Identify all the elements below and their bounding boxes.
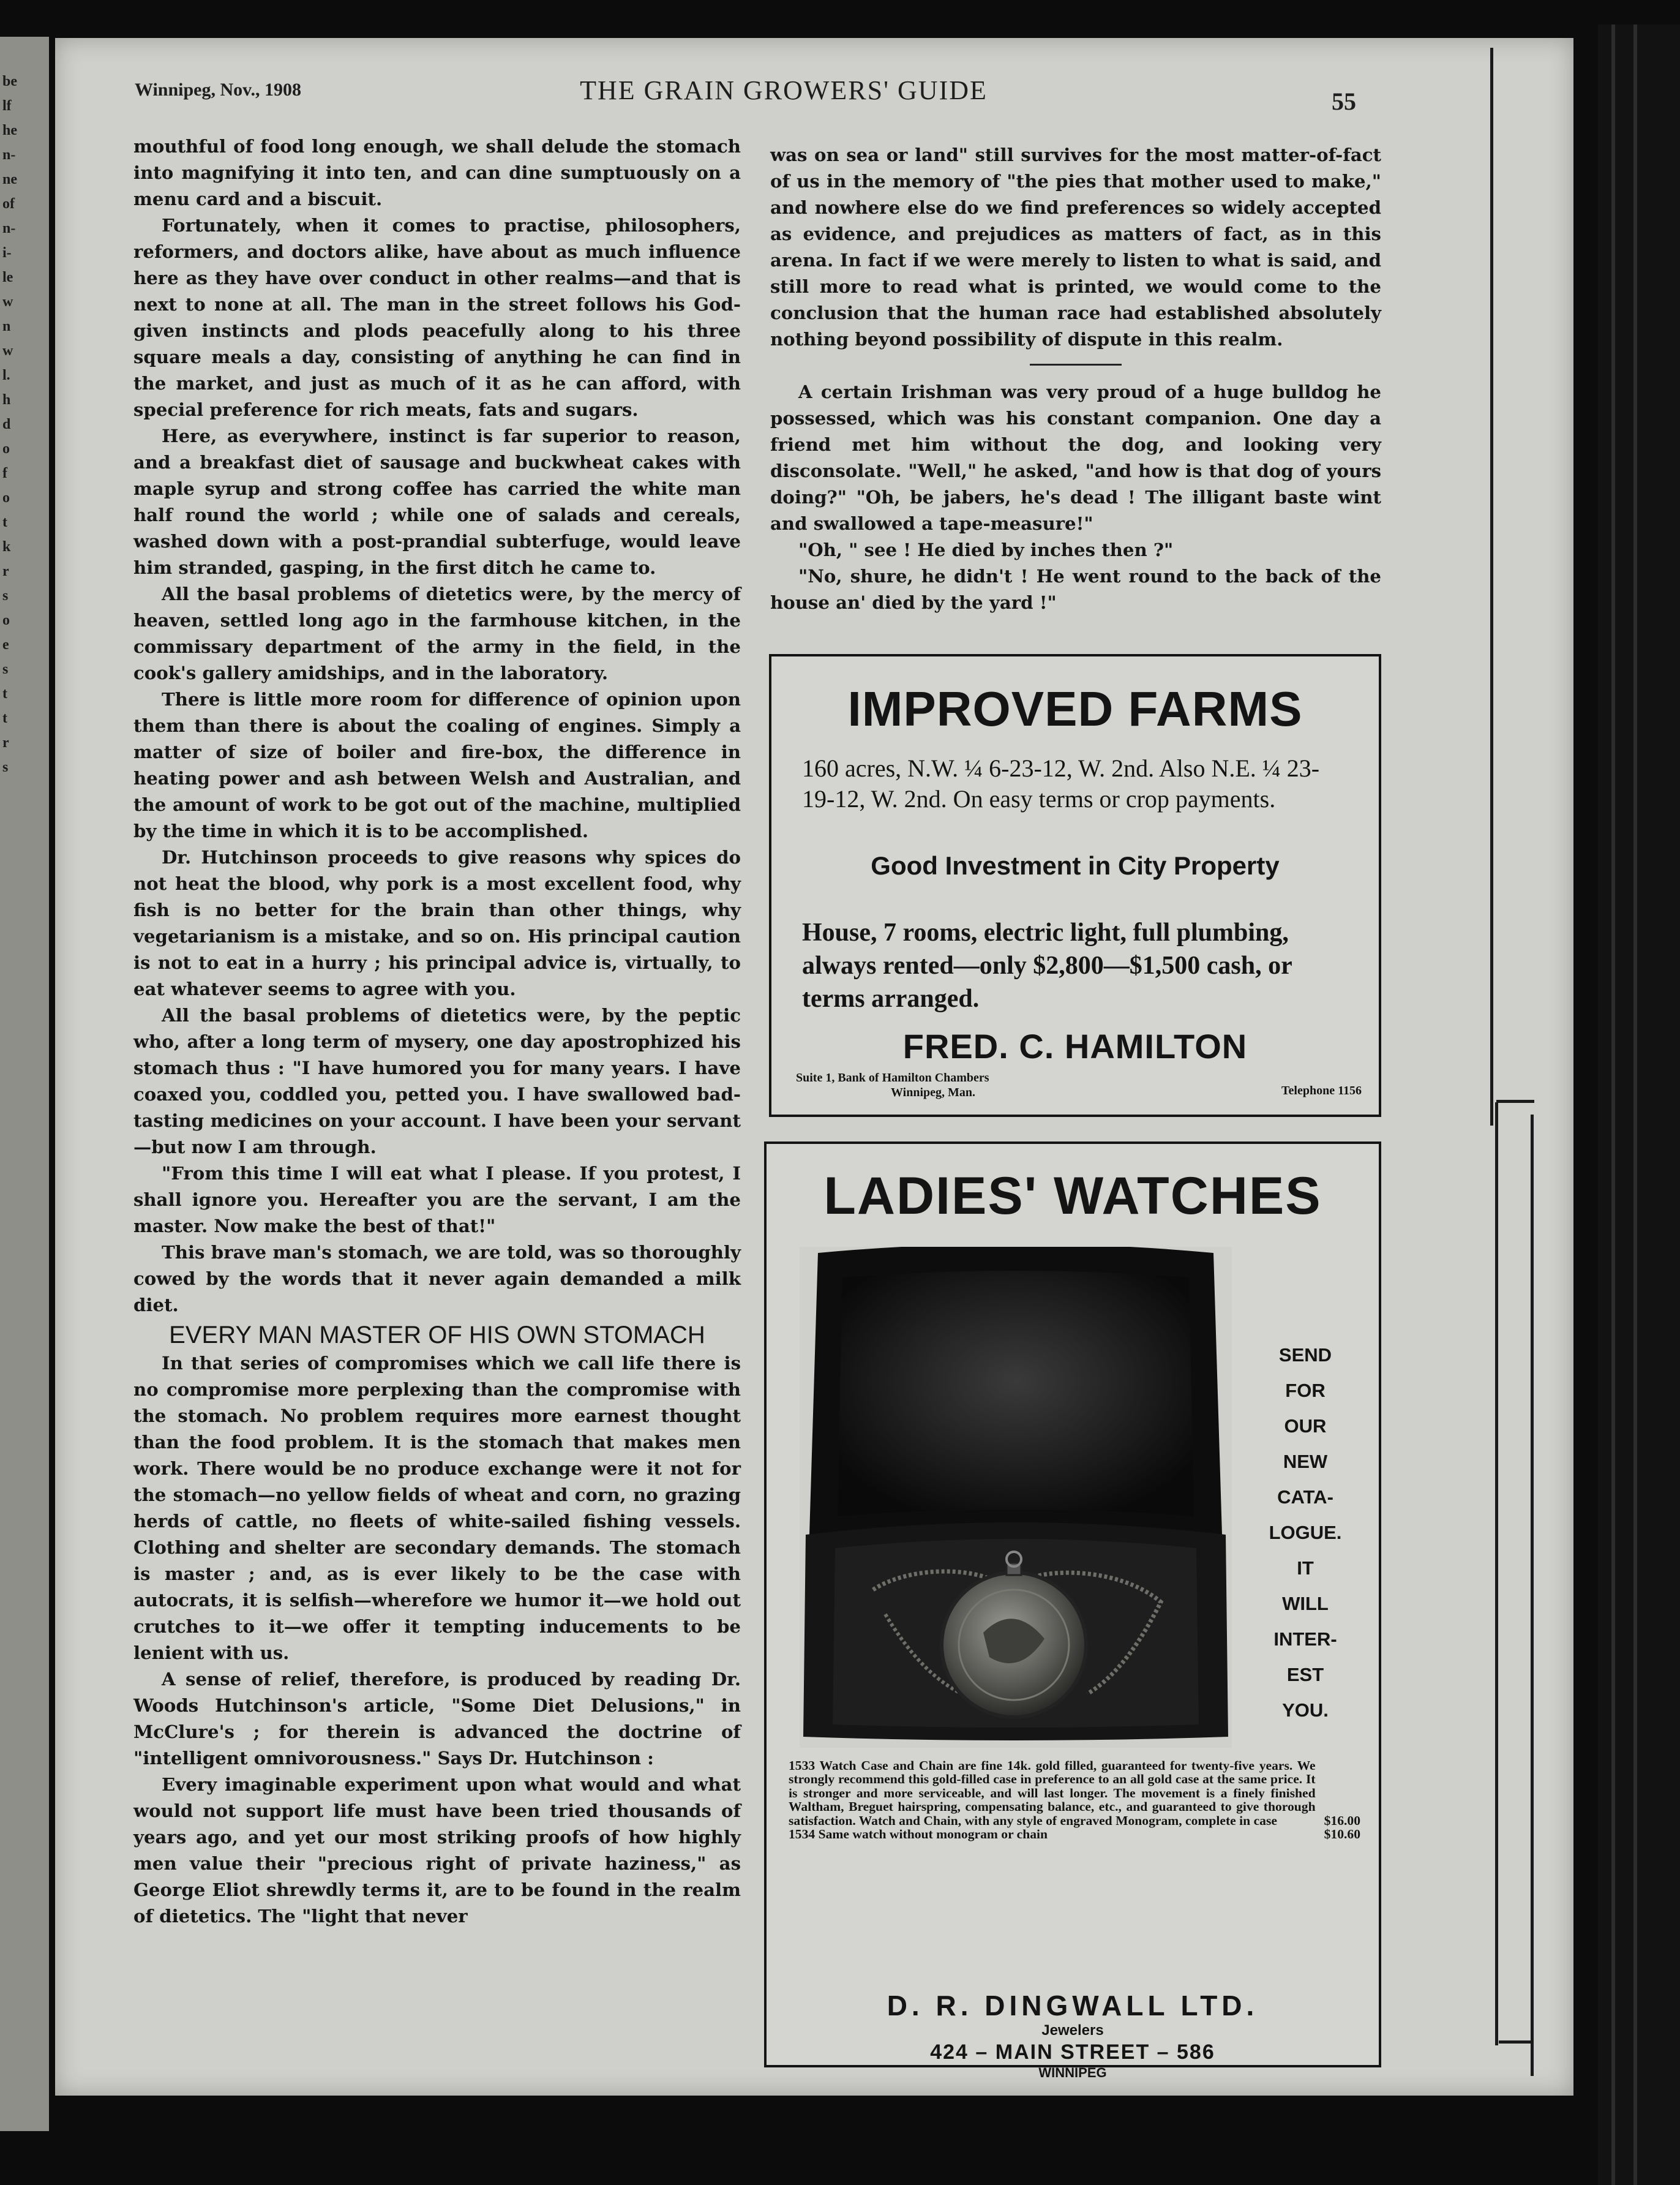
previous-page-fragment: d [2,416,11,432]
price-1534: $10.60 [1324,1827,1360,1842]
anecdote-paragraph: A certain Irishman was very proud of a huge bulldog he possessed, which was his constant companion. One day a friend met him without the dog, and looking very disconsolate. "Well," he asked, "and how is that dog of yours doing?" "Oh, be jabers, he's dead ! The illigant baste wint and swallowed a tape-measure!" [770,382,1381,534]
previous-page-fragment: o [2,612,10,628]
previous-page-fragment: r [2,735,9,751]
price-1533: $16.00 [1324,1813,1360,1828]
anecdote-paragraph: "Oh, " see ! He died by inches then ?" [798,540,1174,560]
advertiser-name: FRED. C. HAMILTON [902,1027,1248,1066]
price-row-1533 [789,1759,1360,1827]
send-line: SEND [1278,1344,1332,1366]
send-line: LOGUE. [1269,1522,1342,1543]
previous-page-fragment: o [2,490,10,506]
previous-page-fragment: s [2,661,9,677]
page-number: 55 [1332,88,1356,115]
previous-page-fragment: of [2,196,15,212]
page-frame-line [1531,1115,1534,2076]
watch-case-photo [800,1247,1232,1748]
address-line: Suite 1, Bank of Hamilton Chambers [796,1071,989,1085]
previous-page-fragment: lf [2,98,12,114]
advertiser-address [796,1070,989,1100]
send-for-catalogue-text [1244,1337,1367,1728]
previous-page-fragment: t [2,514,7,530]
jeweler-subtitle: Jewelers [1041,2022,1104,2039]
issue-date: Winnipeg, Nov., 1908 [135,80,302,100]
send-line: FOR [1285,1380,1326,1401]
article-paragraph: Every imaginable experiment upon what would and what would not support life must have been tried thousands of years ago, and yet our most striking proofs of how highly men value their "precious right of private haziness," as George Eliot shrewdly terms it, are to be found in the realm of dietetics. The "light that never [133,1774,741,1927]
article-paragraph: A sense of relief, therefore, is produced by reading Dr. Woods Hutchinson's article, "Some Diet Delusions," in McClure's ; for therein is advanced the doctrine of "intelligent omnivorousness." Says Dr. Hutchinson : [133,1669,741,1769]
ad-subtitle: Good Investment in City Property [871,851,1280,880]
ad-house-description: House, 7 rooms, electric light, full plumbing, always rented—only $2,800—$1,500 cash, or terms arranged. [802,919,1292,1013]
previous-page-fragment: o [2,441,10,457]
previous-page-edge [0,37,49,2131]
send-line: CATA- [1277,1486,1333,1508]
jeweler-name: D. R. DINGWALL LTD. [887,1990,1259,2021]
separator-rule [1030,364,1122,366]
address-line: Winnipeg, Man. [891,1086,975,1099]
article-left-column [133,134,741,1930]
page-frame-line [1496,1100,1534,1103]
previous-page-fragment: n [2,318,11,334]
previous-page-fragment: k [2,539,11,555]
article-paragraph: In that series of compromises which we call life there is no compromise more perplexing than the compromise with the stomach. No problem requires more earnest thought than the food problem. It is the stomach that makes men work. There would be no produce exchange were it not for the stomach—no yellow fields of wheat and corn, no grazing herds of cattle, no fleets of white-sailed fishing vessels. Clothing and shelter are secondary demands. The stomach is master ; and, as is ever likely to be the case with autocrats, it is selfish—wherefore we humor it—we hold out crutches to it—we offer it tempting inducements to be lenient with us. [133,1353,741,1663]
anecdote-paragraph: "No, shure, he didn't ! He went round to the back of the house an' died by the yard !" [770,566,1381,613]
article-paragraph: All the basal problems of dietetics were, by the mercy of heaven, settled long ago in the farmhouse kitchen, in the commissary department of the army in the field, in the cook's gallery amidships, and in the laboratory. [133,584,741,683]
article-paragraph: mouthful of food long enough, we shall delude the stomach into magnifying it into ten, and can dine sumptuously on a menu card and a biscuit. [133,136,741,209]
send-line: INTER- [1273,1628,1337,1650]
send-line: EST [1286,1664,1324,1685]
price-row-1534 [789,1827,1360,1841]
send-line: IT [1297,1557,1314,1579]
watch-description [789,1759,1360,1841]
page-frame-line [1499,2040,1533,2044]
article-paragraph: All the basal problems of dietetics were, by the peptic who, after a long term of mysery, one day apostrophized his stomach thus : "I have humored you for many years. I have coaxed you, coddled you, petted you. I have swallowed bad-tasting medicines on your account. I have been your servant—but now I am through. [133,1005,741,1157]
previous-page-fragment: n- [2,220,16,236]
item-1534-text: 1534 Same watch without monogram or chain [789,1827,1048,1842]
previous-page-fragment: e [2,637,9,653]
article-paragraph: This brave man's stomach, we are told, was so thoroughly cowed by the words that it never again demanded a milk diet. [133,1242,741,1315]
previous-page-fragment: i- [2,245,12,261]
ad-title: LADIES' WATCHES [823,1167,1322,1225]
newspaper-title: THE GRAIN GROWERS' GUIDE [580,75,988,105]
article-paragraph: Fortunately, when it comes to practise, philosophers, reformers, and doctors alike, have about as much influence here as they have over conduct in other realms—and that is next to none at all. The man in the street follows his God-given instincts and plods peacefully along to his three square meals a day, consisting of anything he can find in the market, and just as much of it as he can afford, with special preference for rich meats, fats and sugars. [133,215,741,420]
previous-page-fragment: ne [2,171,17,187]
previous-page-fragment: l. [2,367,10,383]
article-right-column [770,142,1381,616]
previous-page-fragment: w [2,294,13,310]
advertiser-telephone: Telephone 1156 [1281,1084,1362,1097]
previous-page-fragment: he [2,122,17,138]
ad-title: IMPROVED FARMS [847,682,1303,736]
send-line: OUR [1284,1415,1327,1437]
book-edge [1598,24,1680,2185]
previous-page-fragment: r [2,563,9,579]
jeweler-city: WINNIPEG [1038,2065,1107,2080]
article-paragraph: There is little more room for difference of opinion upon them than there is about the coaling of engines. Simply a matter of size of boiler and fire-box, the difference in heating power and ash between Welsh and Australian, and the amount of work to be got out of the machine, multiplied by the time in which it is to be accomplished. [133,689,741,841]
ad-farm-description: 160 acres, N.W. ¼ 6-23-12, W. 2nd. Also N.E. ¼ 23-19-12, W. 2nd. On easy terms or crop payments. [802,754,1320,813]
previous-page-fragment: be [2,73,17,89]
ladies-watches-advertisement [764,1141,1381,2080]
page-frame-line [1490,48,1493,1126]
send-line: YOU. [1282,1699,1329,1721]
previous-page-fragment: s [2,588,9,604]
previous-page-fragment: n- [2,147,16,163]
previous-page-fragment: f [2,465,7,481]
item-1533-text: 1533 Watch Case and Chain are fine 14k. gold filled, guaranteed for twenty-five years. We strongly recommend this gold-filled case in preference to an all gold case at the same price. It is stronger and more serviceable, and will last longer. The movement is a finely finished Waltham, Breguet hairspring, compensating balance, etc., and guaranteed to give thorough satisfaction. Watch and Chain, with any style of engraved Monogram, complete in case [789,1758,1316,1828]
article-paragraph: Here, as everywhere, instinct is far superior to reason, and a breakfast diet of sausage and buckwheat cakes with maple syrup and strong coffee has carried the white man half round the world ; while one of salads and cereals, washed down with a post-prandial subterfuge, would leave him stranded, gasping, in the first ditch he came to. [133,426,741,578]
send-line: WILL [1282,1593,1329,1614]
article-paragraph: "From this time I will eat what I please. If you protest, I shall ignore you. Hereafter you are the servant, I am the master. Now make the best of that!" [133,1163,741,1236]
previous-page-fragment: s [2,759,9,775]
article-paragraph: was on sea or land" still survives for the most matter-of-fact of us in the memory of "the pies that mother used to make," and nowhere else do we find preferences so widely accepted as evidence, and prejudices as matters of fact, as in this arena. In fact if we were merely to listen to what is said, and still more to read what is printed, we would come to the conclusion that the human race had established absolutely nothing beyond possibility of dispute in this realm. [770,145,1381,350]
section-heading: EVERY MAN MASTER OF HIS OWN STOMACH [169,1322,705,1348]
article-paragraph: Dr. Hutchinson proceeds to give reasons why spices do not heat the blood, why pork is a most excellent food, why fish is no better for the brain than other things, why vegetarianism is a mistake, and so on. His principal caution is not to eat in a hurry ; his principal advice is, virtually, to eat whatever seems to agree with you. [133,847,741,999]
previous-page-fragment: t [2,710,7,726]
previous-page-fragment: t [2,686,7,702]
previous-page-fragment: w [2,343,13,359]
page-frame-line [1495,1102,1498,2045]
previous-page-fragment: le [2,269,13,285]
previous-page-fragment: h [2,392,11,408]
improved-farms-advertisement [769,654,1381,1117]
jeweler-address: 424 – MAIN STREET – 586 [930,2040,1215,2064]
send-line: NEW [1283,1451,1328,1472]
